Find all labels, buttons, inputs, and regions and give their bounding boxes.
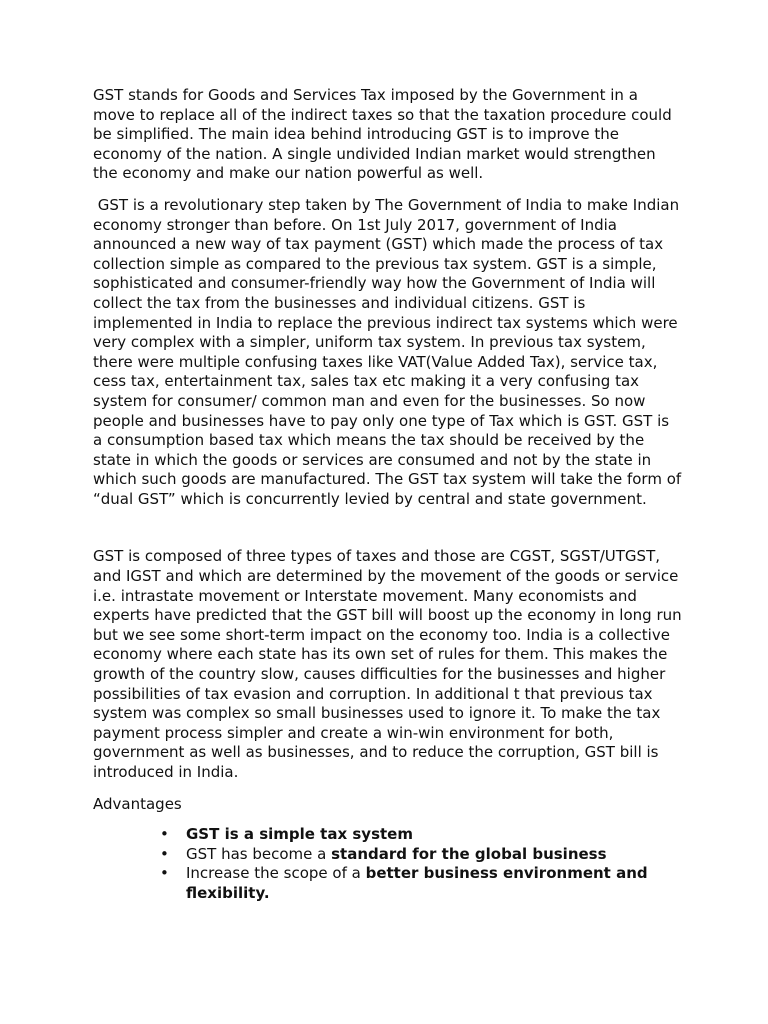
paragraph-revolutionary-step: GST is a revolutionary step taken by The Government of India to make Indian economy stronger than before. On 1st July 2017, government of India announced a new way of tax payment (GST) which made the process of tax collection simple as compared to the previous tax system. GST is a simple, sophisticated and consumer-friendly way how the Government of India will collect the tax from the businesses and individual citizens. GST is implemented in India to replace the previous indirect tax systems which were very complex with a simpler, uniform tax system. In previous tax system, there were multiple confusing taxes like VAT(Value Added Tax), service tax, cess tax, entertainment tax, sales tax etc making it a very confusing tax system for consumer/ common man and even for the businesses. So now people and businesses have to pay only one type of Tax which is GST. GST is a consumption based tax which means the tax should be received by the state in which the goods or services are consumed and not by the state in which such goods are manufactured. The GST tax system will take the form of “dual GST” which is concurrently levied by central and state government. bbox=[93, 195, 686, 508]
list-item bbox=[160, 864, 683, 903]
list-item-text: Increase the scope of a bbox=[186, 864, 366, 883]
list-item-bold-text: standard for the global business bbox=[331, 844, 607, 863]
advantages-heading: Advantages bbox=[93, 794, 182, 813]
list-item-text: GST has become a bbox=[186, 844, 332, 863]
list-item-bold-text: GST is a simple tax system bbox=[186, 825, 413, 844]
paragraph-tax-composition: GST is composed of three types of taxes and those are CGST, SGST/UTGST, and IGST and which are determined by the movement of the goods or service i.e. intrastate movement or Interstate movement. Many economists and experts have predicted that the GST bill will boost up the economy in long run but we see some short-term impact on the economy too. India is a collective economy where each state has its own set of rules for them. This makes the growth of the country slow, causes difficulties for the businesses and higher possibilities of tax evasion and corruption. In additional t that previous tax system was complex so small businesses used to ignore it. To make the tax payment process simpler and create a win-win environment for both, government as well as businesses, and to reduce the corruption, GST bill is introduced in India. bbox=[93, 547, 682, 781]
bullet-icon: • bbox=[160, 864, 169, 883]
advantages-list bbox=[93, 825, 683, 903]
list-item-bold-text: better business environment and flexibility. bbox=[186, 864, 648, 902]
list-item bbox=[160, 844, 683, 865]
paragraph-intro: GST stands for Goods and Services Tax imposed by the Government in a move to replace all of the indirect taxes so that the taxation procedure could be simplified. The main idea behind introducing GST is to improve the economy of the nation. A single undivided Indian market would strengthen the economy and make our nation powerful as well. bbox=[93, 86, 672, 183]
bullet-icon: • bbox=[160, 844, 169, 863]
document-page bbox=[93, 86, 686, 904]
bullet-icon: • bbox=[160, 825, 169, 844]
list-item bbox=[160, 825, 683, 845]
